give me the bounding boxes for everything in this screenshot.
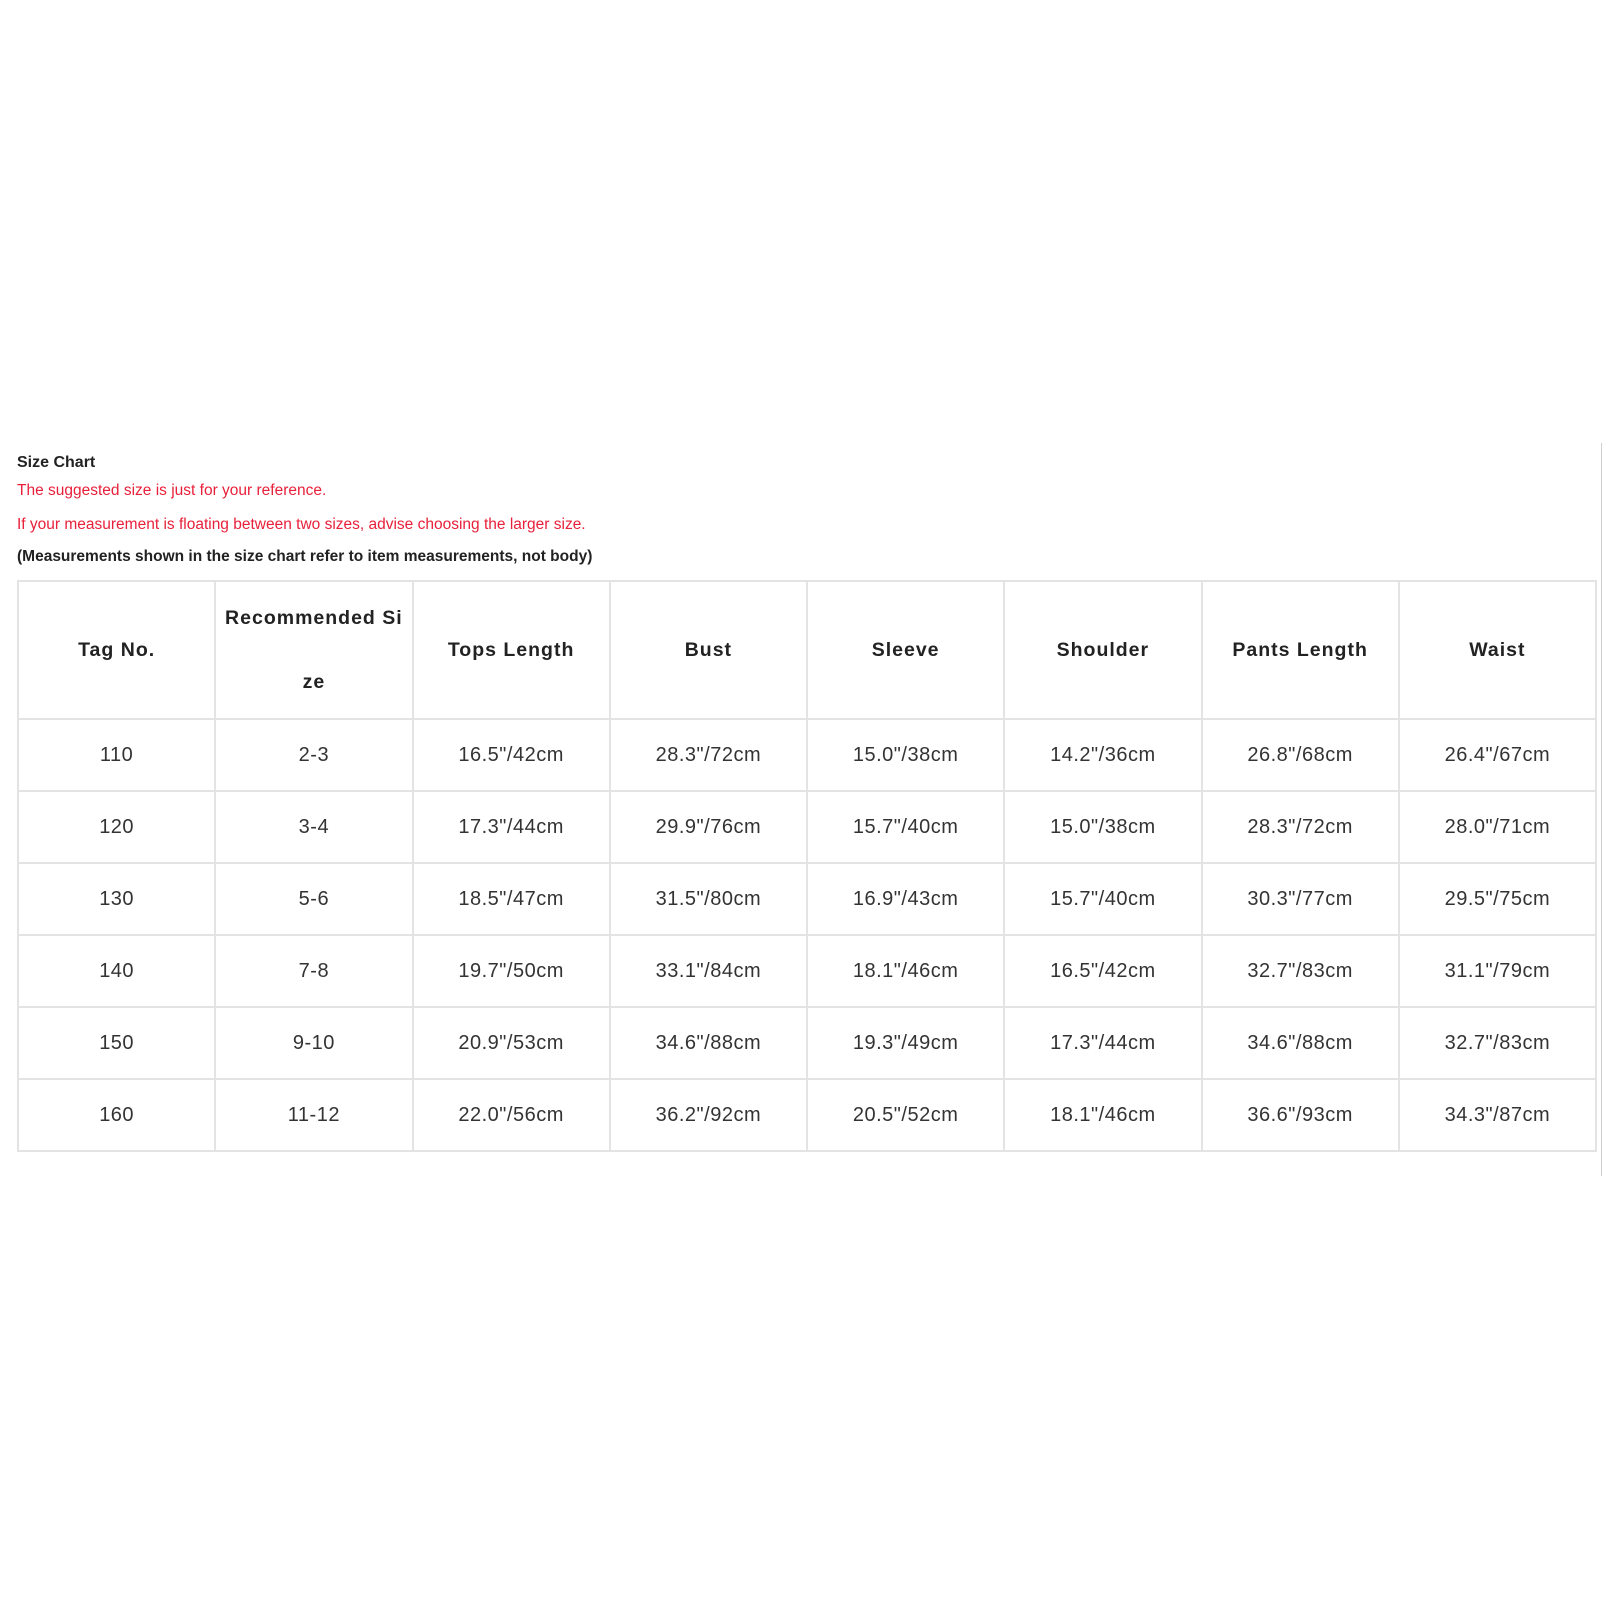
table-row bbox=[18, 863, 1596, 935]
column-header-waist: Waist bbox=[1399, 581, 1596, 719]
column-header-bust: Bust bbox=[610, 581, 807, 719]
table-cell: 32.7"/83cm bbox=[1399, 1007, 1596, 1079]
column-header-tops-length: Tops Length bbox=[413, 581, 610, 719]
measurement-disclaimer: (Measurements shown in the size chart refer to item measurements, not body) bbox=[17, 548, 593, 565]
table-cell: 34.3"/87cm bbox=[1399, 1079, 1596, 1151]
table-cell: 130 bbox=[18, 863, 215, 935]
table-cell: 5-6 bbox=[215, 863, 412, 935]
table-cell: 20.9"/53cm bbox=[413, 1007, 610, 1079]
table-row bbox=[18, 791, 1596, 863]
table-cell: 19.7"/50cm bbox=[413, 935, 610, 1007]
table-row bbox=[18, 1007, 1596, 1079]
size-chart-title: Size Chart bbox=[17, 454, 96, 471]
table-cell: 30.3"/77cm bbox=[1202, 863, 1399, 935]
table-cell: 9-10 bbox=[215, 1007, 412, 1079]
larger-size-advice: If your measurement is floating between two sizes, advise choosing the larger size. bbox=[17, 516, 586, 533]
table-cell: 34.6"/88cm bbox=[610, 1007, 807, 1079]
table-cell: 110 bbox=[18, 719, 215, 791]
table-cell: 34.6"/88cm bbox=[1202, 1007, 1399, 1079]
table-cell: 28.3"/72cm bbox=[610, 719, 807, 791]
table-cell: 11-12 bbox=[215, 1079, 412, 1151]
table-cell: 36.2"/92cm bbox=[610, 1079, 807, 1151]
size-chart bbox=[17, 452, 1597, 1152]
table-cell: 31.1"/79cm bbox=[1399, 935, 1596, 1007]
column-header-recommended-size: Recommended Size bbox=[215, 581, 412, 719]
table-cell: 18.5"/47cm bbox=[413, 863, 610, 935]
table-cell: 32.7"/83cm bbox=[1202, 935, 1399, 1007]
table-cell: 3-4 bbox=[215, 791, 412, 863]
column-header-shoulder: Shoulder bbox=[1004, 581, 1201, 719]
table-cell: 15.7"/40cm bbox=[1004, 863, 1201, 935]
column-header-pants-length: Pants Length bbox=[1202, 581, 1399, 719]
table-cell: 15.0"/38cm bbox=[807, 719, 1004, 791]
table-cell: 18.1"/46cm bbox=[1004, 1079, 1201, 1151]
table-cell: 120 bbox=[18, 791, 215, 863]
right-border-line bbox=[1601, 443, 1602, 1176]
table-cell: 14.2"/36cm bbox=[1004, 719, 1201, 791]
table-cell: 20.5"/52cm bbox=[807, 1079, 1004, 1151]
table-cell: 19.3"/49cm bbox=[807, 1007, 1004, 1079]
table-cell: 31.5"/80cm bbox=[610, 863, 807, 935]
table-cell: 26.4"/67cm bbox=[1399, 719, 1596, 791]
table-cell: 150 bbox=[18, 1007, 215, 1079]
table-cell: 15.0"/38cm bbox=[1004, 791, 1201, 863]
table-cell: 7-8 bbox=[215, 935, 412, 1007]
table-header-row bbox=[18, 581, 1596, 719]
table-cell: 28.0"/71cm bbox=[1399, 791, 1596, 863]
table-cell: 33.1"/84cm bbox=[610, 935, 807, 1007]
table-cell: 26.8"/68cm bbox=[1202, 719, 1399, 791]
table-row bbox=[18, 719, 1596, 791]
table-cell: 140 bbox=[18, 935, 215, 1007]
table-cell: 15.7"/40cm bbox=[807, 791, 1004, 863]
table-cell: 29.5"/75cm bbox=[1399, 863, 1596, 935]
table-cell: 17.3"/44cm bbox=[413, 791, 610, 863]
reference-note: The suggested size is just for your reference. bbox=[17, 482, 327, 499]
table-cell: 22.0"/56cm bbox=[413, 1079, 610, 1151]
table-cell: 160 bbox=[18, 1079, 215, 1151]
table-cell: 28.3"/72cm bbox=[1202, 791, 1399, 863]
table-cell: 17.3"/44cm bbox=[1004, 1007, 1201, 1079]
table-cell: 36.6"/93cm bbox=[1202, 1079, 1399, 1151]
table-cell: 16.5"/42cm bbox=[1004, 935, 1201, 1007]
table-row bbox=[18, 935, 1596, 1007]
table-cell: 29.9"/76cm bbox=[610, 791, 807, 863]
column-header-tag-no: Tag No. bbox=[18, 581, 215, 719]
table-cell: 16.5"/42cm bbox=[413, 719, 610, 791]
table-cell: 16.9"/43cm bbox=[807, 863, 1004, 935]
column-header-sleeve: Sleeve bbox=[807, 581, 1004, 719]
table-cell: 2-3 bbox=[215, 719, 412, 791]
table-cell: 18.1"/46cm bbox=[807, 935, 1004, 1007]
size-table bbox=[17, 580, 1597, 1152]
table-row bbox=[18, 1079, 1596, 1151]
